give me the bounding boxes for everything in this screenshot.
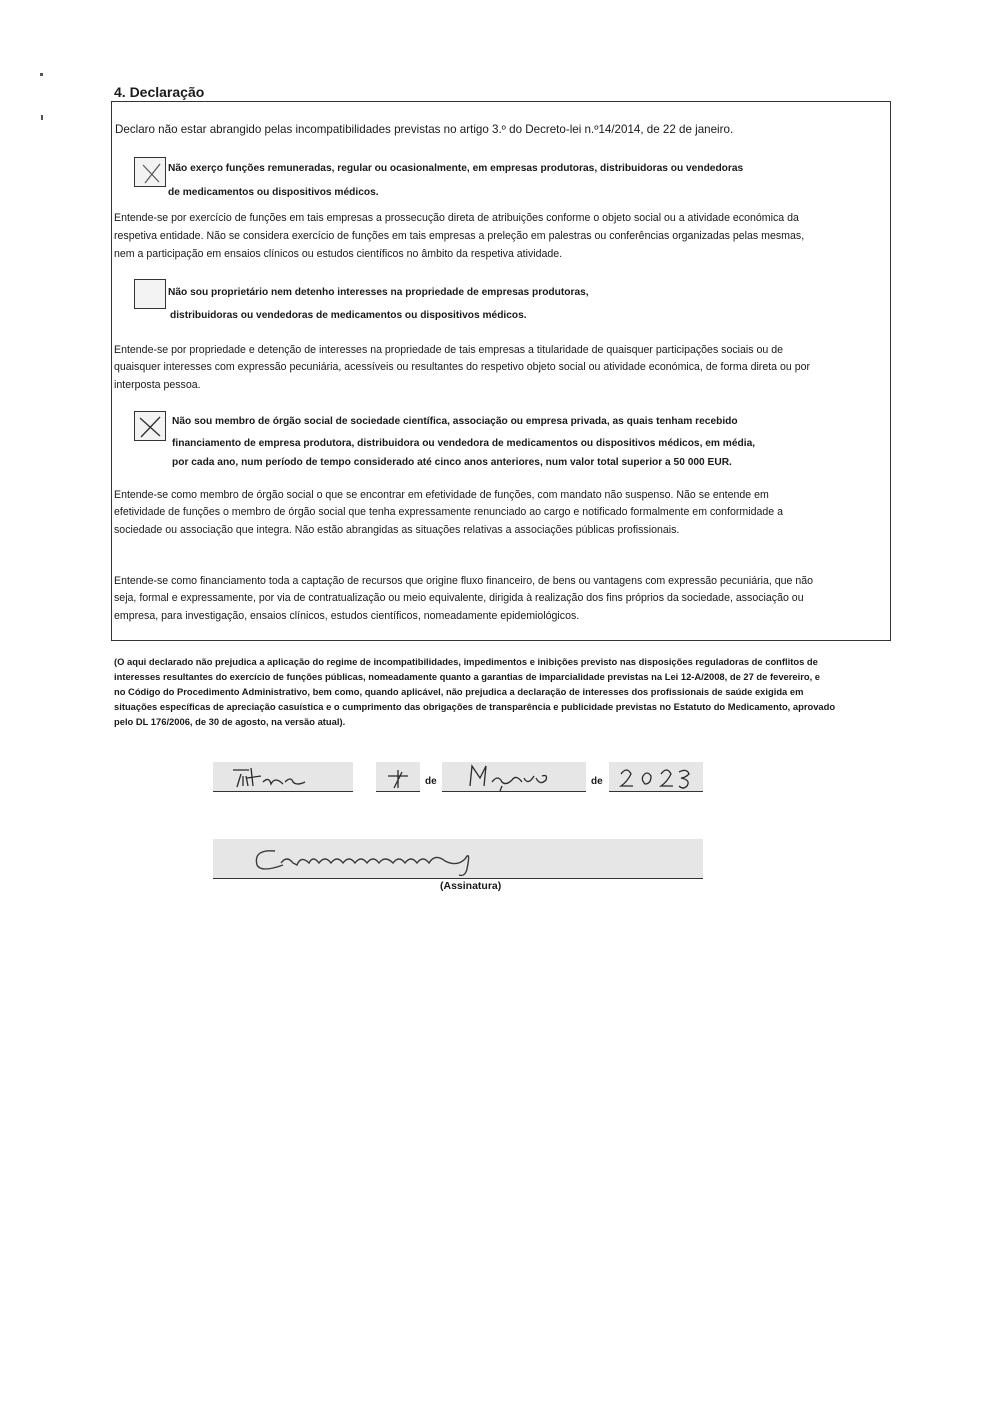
item-3-explanation-3: sociedade ou associação que integra. Não estão abrangidas as situações relativas a associações públicas profissionais.	[114, 524, 680, 536]
place-field[interactable]	[213, 762, 353, 792]
handwritten-year	[609, 762, 703, 791]
legal-note-line: interesses resultantes do exercício de funções públicas, nomeadamente quanto a garantias de imparcialidade previstas na Lei 12-A/2008, de 27 de fevereiro, e	[114, 671, 821, 682]
date-de-1: de	[425, 776, 437, 787]
checkbox-no-ownership[interactable]	[134, 279, 166, 309]
check-x-icon	[135, 412, 165, 440]
year-field[interactable]	[609, 762, 703, 792]
handwritten-place	[213, 762, 353, 791]
check-x-icon	[135, 158, 165, 186]
scan-speck	[41, 115, 43, 120]
item-1-line-1: Não exerço funções remuneradas, regular ou ocasionalmente, em empresas produtoras, distribuidoras ou vendedoras	[168, 163, 744, 174]
item-3-line-3: por cada ano, num período de tempo considerado até cinco anos anteriores, num valor total superior a 50 000 EUR.	[172, 457, 732, 468]
item-3-explanation-2: efetividade de funções o membro de órgão social que tenha expressamente renunciado ao cargo e notificado formalmente em conformidade a	[114, 506, 783, 518]
item-3-explanation-1: Entende-se como membro de órgão social o que se encontrar em efetividade de funções, com mandato não suspenso. Não se entende em	[114, 489, 769, 501]
day-field[interactable]	[376, 762, 420, 792]
handwritten-signature	[213, 839, 703, 878]
item-3-line-2: financiamento de empresa produtora, distribuidora ou vendedora de medicamentos ou dispositivos médicos, em média,	[172, 438, 756, 449]
item-1-line-2: de medicamentos ou dispositivos médicos.	[168, 187, 379, 198]
legal-note-line: situações específicas de apreciação casuística e o cumprimento das obrigações de transparência e publicidade previstas no Estatuto do Medicamento, aprovado	[114, 701, 836, 712]
declaration-intro: Declaro não estar abrangido pelas incompatibilidades previstas no artigo 3.º do Decreto-lei n.º14/2014, de 22 de janeiro.	[115, 123, 734, 136]
section-title: 4. Declaração	[114, 84, 205, 100]
checkbox-no-social-body[interactable]	[134, 411, 166, 441]
item-2-explanation-1: Entende-se por propriedade e detenção de interesses na propriedade de tais empresas a titularidade de quaisquer participações sociais ou de	[114, 344, 784, 356]
financing-1: Entende-se como financiamento toda a captação de recursos que origine fluxo financeiro, de bens ou vantagens com expressão pecuniária, que não	[114, 575, 814, 587]
item-2-line-2: distribuidoras ou vendedoras de medicamentos ou dispositivos médicos.	[170, 310, 527, 321]
checkbox-no-paid-functions[interactable]	[134, 157, 166, 187]
legal-note	[114, 654, 884, 729]
legal-note-line: pelo DL 176/2006, de 30 de agosto, na versão atual).	[114, 716, 346, 727]
legal-note-line: no Código do Procedimento Administrativo, bem como, quando aplicável, não prejudica a declaração de interesses dos profissionais de saúde exigida em	[114, 686, 804, 697]
item-2-explanation-2: quaisquer interesses com expressão pecuniária, acessíveis ou resultantes do respetivo objeto social ou atividade económica, de forma direta ou por	[114, 361, 811, 373]
item-1-explanation-2: respetiva entidade. Não se considera exercício de funções em tais empresas a preleção em palestras ou conferências organizadas pelas mesmas,	[114, 230, 805, 242]
item-2-explanation-3: interposta pessoa.	[114, 379, 201, 391]
legal-note-line: (O aqui declarado não prejudica a aplicação do regime de incompatibilidades, impedimentos e inibições previsto nas disposições reguladoras de conflitos de	[114, 656, 818, 667]
item-2-line-1: Não sou proprietário nem detenho interesses na propriedade de empresas produtoras,	[168, 287, 589, 298]
signature-field[interactable]	[213, 839, 703, 879]
item-3-line-1: Não sou membro de órgão social de sociedade científica, associação ou empresa privada, as quais tenham recebido	[172, 416, 738, 427]
month-field[interactable]	[442, 762, 586, 792]
handwritten-month	[442, 762, 586, 791]
scan-speck	[40, 73, 43, 76]
item-1-explanation-1: Entende-se por exercício de funções em tais empresas a prossecução direta de atribuições conforme o objeto social ou a atividade económica da	[114, 212, 799, 224]
item-1-explanation-3: nem a participação em ensaios clínicos ou estudos científicos no âmbito da respetiva atividade.	[114, 248, 563, 260]
financing-2: seja, formal e expressamente, por via de contratualização ou meio equivalente, dirigida à realização dos fins próprios da sociedade, associação ou	[114, 592, 804, 604]
signature-caption: (Assinatura)	[440, 880, 502, 892]
date-de-2: de	[591, 776, 603, 787]
financing-3: empresa, para investigação, ensaios clínicos, estudos científicos, nomeadamente epidemiológicos.	[114, 610, 580, 622]
handwritten-day	[376, 762, 420, 791]
